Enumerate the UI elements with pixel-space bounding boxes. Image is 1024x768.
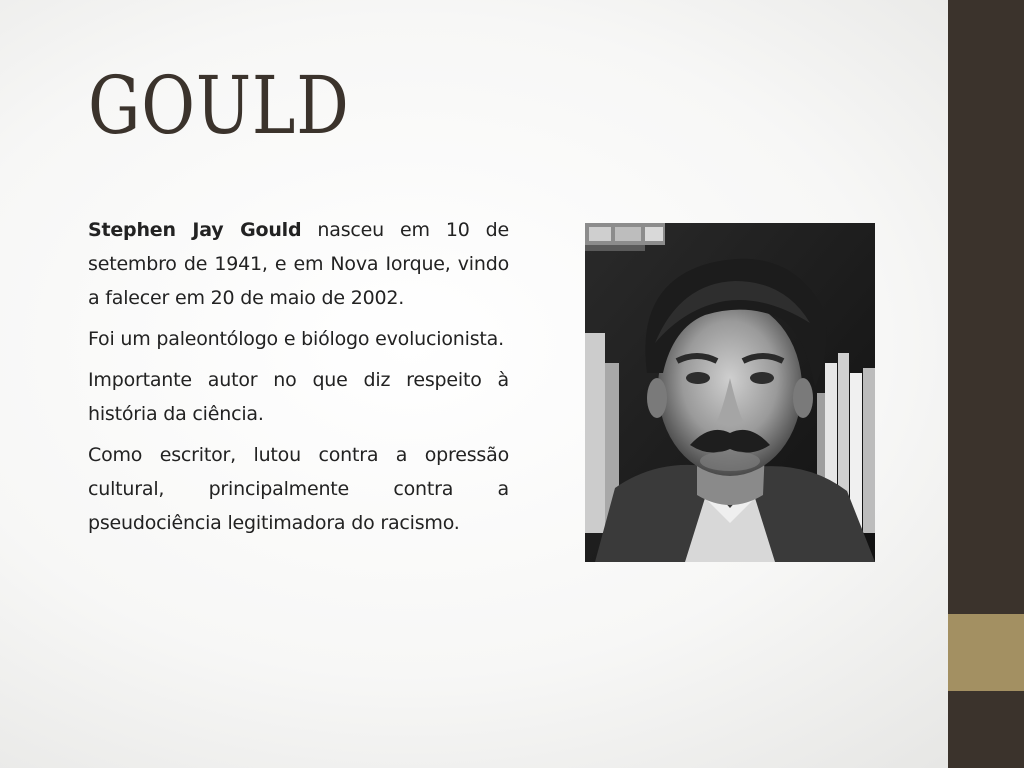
paragraph-birth (88, 213, 509, 315)
slide-title: GOULD (88, 59, 350, 152)
paragraph-author: Importante autor no que diz respeito à história da ciência. (88, 369, 509, 425)
paragraph-writer: Como escritor, lutou contra a opressão cultural, principalmente contra a pseudociência legitimadora do racismo. (88, 444, 509, 534)
paragraph-birth-text: nasceu em 10 de setembro de 1941, e em Nova Iorque, vindo a falecer em 20 de maio de 2002. (88, 219, 509, 309)
paragraph-birth-name: Stephen Jay Gould (88, 219, 302, 241)
paragraph-profession: Foi um paleontólogo e biólogo evolucionista. (88, 328, 504, 350)
sidebar-accent-block (948, 614, 1024, 691)
portrait-photo-icon (585, 223, 875, 562)
body-text (88, 213, 509, 547)
